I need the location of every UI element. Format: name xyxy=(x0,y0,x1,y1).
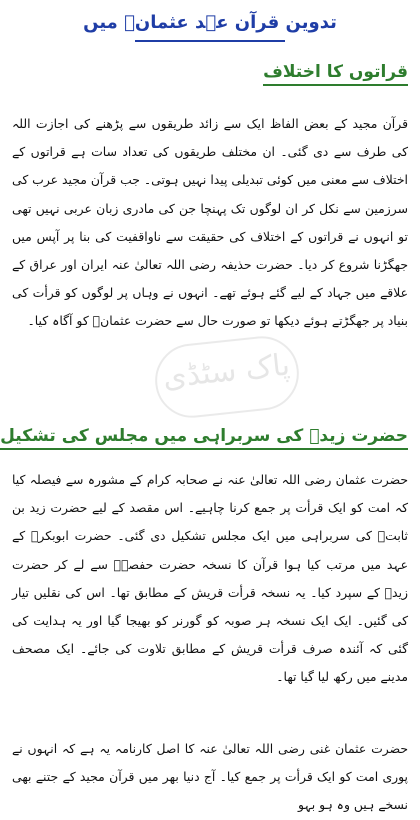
watermark-logo xyxy=(152,333,303,422)
heading-underline xyxy=(0,448,408,450)
paragraph-karnama: حضرت عثمان غنی رضی اللہ تعالیٰ عنہ کا اصل کارنامہ یہ ہے کہ انہوں نے پوری امت کو ایک قرأت پر جمع کیا۔ آج دنیا بھر میں قرآن مجید کے جتنے بھی نسخے ہیں وہ ہو بہو xyxy=(12,741,408,813)
paragraph-majlis: حضرت عثمان رضی اللہ تعالیٰ عنہ نے صحابہ کرام کے مشورہ سے فیصلہ کیا کہ امت کو ایک قرأت پر جمع کرنا چاہیے۔ اس مقصد کے لیے حضرت زید بن ثابتؓ کی سربراہی میں ایک مجلس تشکیل دی گئی۔ حضرت ابوبکرؓ کے عہد میں مرتب کیا ہوا قرآن کا نسخہ حضرت حفصہؓ سے لے کر حضرت زیدؓ کے سپرد کیا۔ یہ نسخہ قرأت قریش کے مطابق تھا۔ اس کی نقلیں تیار کی گئیں۔ ایک ایک نسخہ ہر صوبہ کو گورنر کو بھیجا گیا اور یہ ہدایت کی گئی کہ آئندہ صرف قرأت قریش کے مطابق تلاوت کی جائے۔ ایک مصحف مدینے میں رکھ لیا گیا تھا۔ xyxy=(12,472,408,685)
watermark-text: پاک سٹڈی xyxy=(161,347,292,396)
paragraph-qiraat: قرآن مجید کے بعض الفاظ ایک سے زائد طریقوں سے پڑھنے کی اجازت اللہ کی طرف سے دی گئی۔ ان مختلف طریقوں کی تعداد سات ہے قراتوں کے اختلاف سے معنی میں کوئی تبدیلی پیدا نہیں ہوتی۔ جب قرآن مجید عرب کی سرزمین سے نکل کر ان لوگوں تک پہنچا جن کی مادری زبان عربی نہیں تھی تو انہوں نے قراتوں کے اختلاف کی حقیقت سے ناواقفیت کی بنا پر آپس میں جھگڑنا شروع کر دیا۔ حضرت حذیفہ رضی اللہ تعالیٰ عنہ ایران اور عراق کے علاقے میں جہاد کے لیے گئے ہوئے تھے۔ انہوں نے وہاں پر لوگوں کو قرأت کی بنیاد پر جھگڑتے ہوئے دیکھا تو صورت حال سے حضرت عثمانؓ کو آگاہ کیا۔ xyxy=(12,116,408,329)
section-heading-text: قراتوں کا اختلاف xyxy=(263,62,408,82)
section-heading-qiraat xyxy=(263,62,408,86)
heading-underline xyxy=(263,84,408,86)
title-underline xyxy=(135,40,285,42)
page-title: تدوین قرآن عہد عثمانؓ میں xyxy=(83,12,337,33)
section-heading-majlis xyxy=(0,425,408,450)
section-heading-text: حضرت زیدؓ کی سربراہی میں مجلس کی تشکیل xyxy=(0,426,408,446)
